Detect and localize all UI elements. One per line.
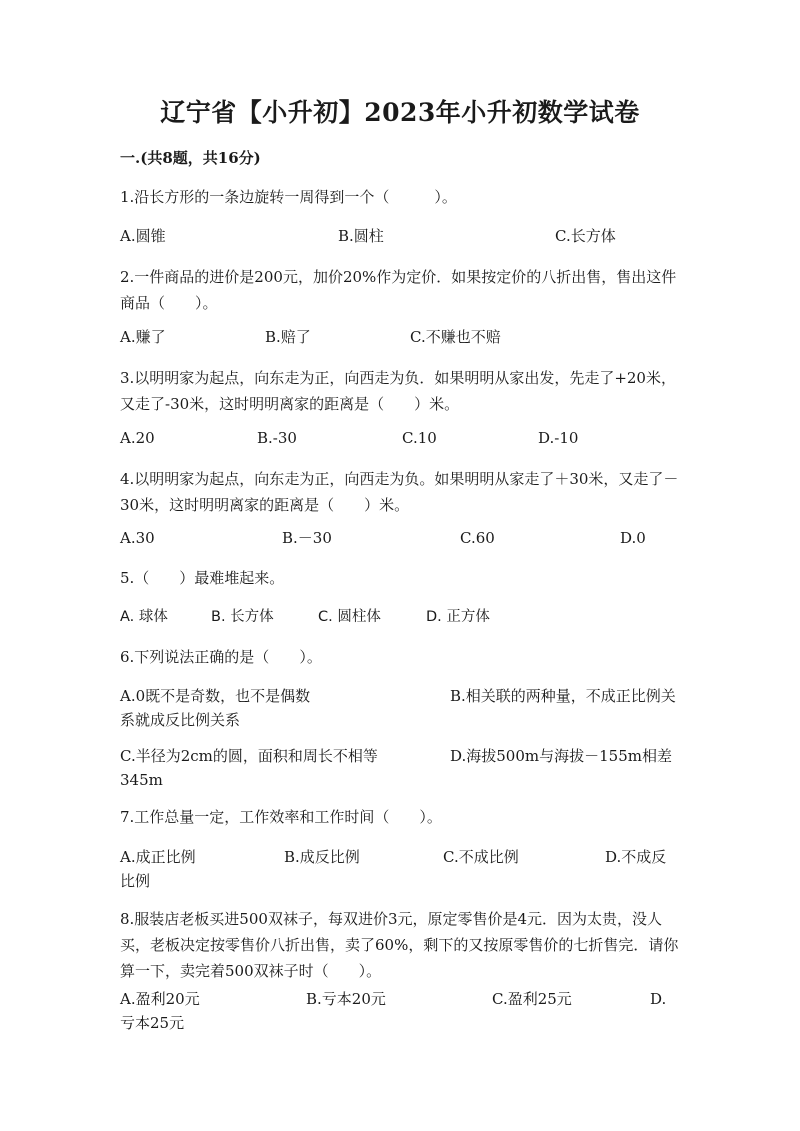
option-b[interactable]: B.赔了 — [265, 328, 311, 346]
question-1-options — [120, 223, 680, 249]
option-d[interactable]: D.亏本25元 — [120, 990, 667, 1032]
question-8: 8.服装店老板买进500双袜子，每双进价3元，原定零售价是4元．因为太贵，没人买，老板决定按零售价八折出售，卖了60%，剩下的又按原零售价的七折售完．请你算一下，卖完着500双袜子时（ ）。 — [120, 910, 679, 980]
question-1: 1.沿长方形的一条边旋转一周得到一个（ ）。 — [120, 188, 457, 206]
question-3-options — [120, 425, 680, 451]
question-7: 7.工作总量一定，工作效率和工作时间（ ）。 — [120, 808, 442, 826]
option-a[interactable]: A. 球体 — [120, 609, 168, 625]
option-c[interactable]: C.盈利25元 — [492, 990, 572, 1008]
option-a[interactable]: A.0既不是奇数，也不是偶数 — [120, 687, 311, 705]
option-d[interactable]: D.-10 — [538, 429, 579, 447]
section-heading: 一.(共8题，共16分) — [120, 149, 261, 167]
option-d[interactable]: D.不成反比例 — [120, 848, 667, 890]
exam-title: 辽宁省【小升初】2023年小升初数学试卷 — [160, 98, 640, 127]
option-d[interactable]: D.海拔500m与海拔－155m相差345m — [120, 747, 672, 789]
option-a[interactable]: A.盈利20元 — [120, 990, 200, 1008]
question-2-options — [120, 324, 680, 350]
option-c[interactable]: C.不赚也不赔 — [410, 328, 501, 346]
option-b[interactable]: B.-30 — [257, 429, 297, 447]
option-b[interactable]: B.相关联的两种量，不成正比例关系就成反比例关系 — [120, 687, 676, 729]
question-4: 4.以明明家为起点，向东走为正，向西走为负。如果明明从家走了＋30米，又走了－30米，这时明明离家的距离是（ ）米。 — [120, 470, 679, 514]
option-c[interactable]: C.60 — [460, 529, 495, 547]
option-d[interactable]: D. 正方体 — [426, 609, 490, 625]
option-c[interactable]: C.半径为2cm的圆，面积和周长不相等 — [120, 747, 378, 765]
question-2: 2.一件商品的进价是200元，加价20%作为定价．如果按定价的八折出售，售出这件商品（ ）。 — [120, 268, 677, 312]
option-a[interactable]: A.赚了 — [120, 328, 166, 346]
option-b[interactable]: B. 长方体 — [211, 609, 274, 625]
option-b[interactable]: B.圆柱 — [338, 227, 384, 245]
question-5: 5.（ ）最难堆起来。 — [120, 569, 285, 587]
option-c[interactable]: C. 圆柱体 — [318, 609, 381, 625]
question-3: 3.以明明家为起点，向东走为正，向西走为负．如果明明从家出发，先走了+20米，又走了-30米，这时明明离家的距离是（ ）米。 — [120, 369, 676, 413]
option-d[interactable]: D.0 — [620, 529, 646, 547]
option-a[interactable]: A.圆锥 — [120, 227, 166, 245]
option-a[interactable]: A.成正比例 — [120, 848, 196, 866]
question-5-options — [120, 604, 680, 630]
option-c[interactable]: C.10 — [402, 429, 437, 447]
option-c[interactable]: C.长方体 — [555, 227, 616, 245]
question-6: 6.下列说法正确的是（ ）。 — [120, 648, 322, 666]
option-a[interactable]: A.20 — [120, 429, 155, 447]
question-4-options — [120, 525, 680, 551]
option-b[interactable]: B.成反比例 — [284, 848, 360, 866]
option-b[interactable]: B.亏本20元 — [306, 990, 386, 1008]
option-b[interactable]: B.－30 — [282, 529, 332, 547]
option-c[interactable]: C.不成比例 — [443, 848, 519, 866]
option-a[interactable]: A.30 — [120, 529, 155, 547]
